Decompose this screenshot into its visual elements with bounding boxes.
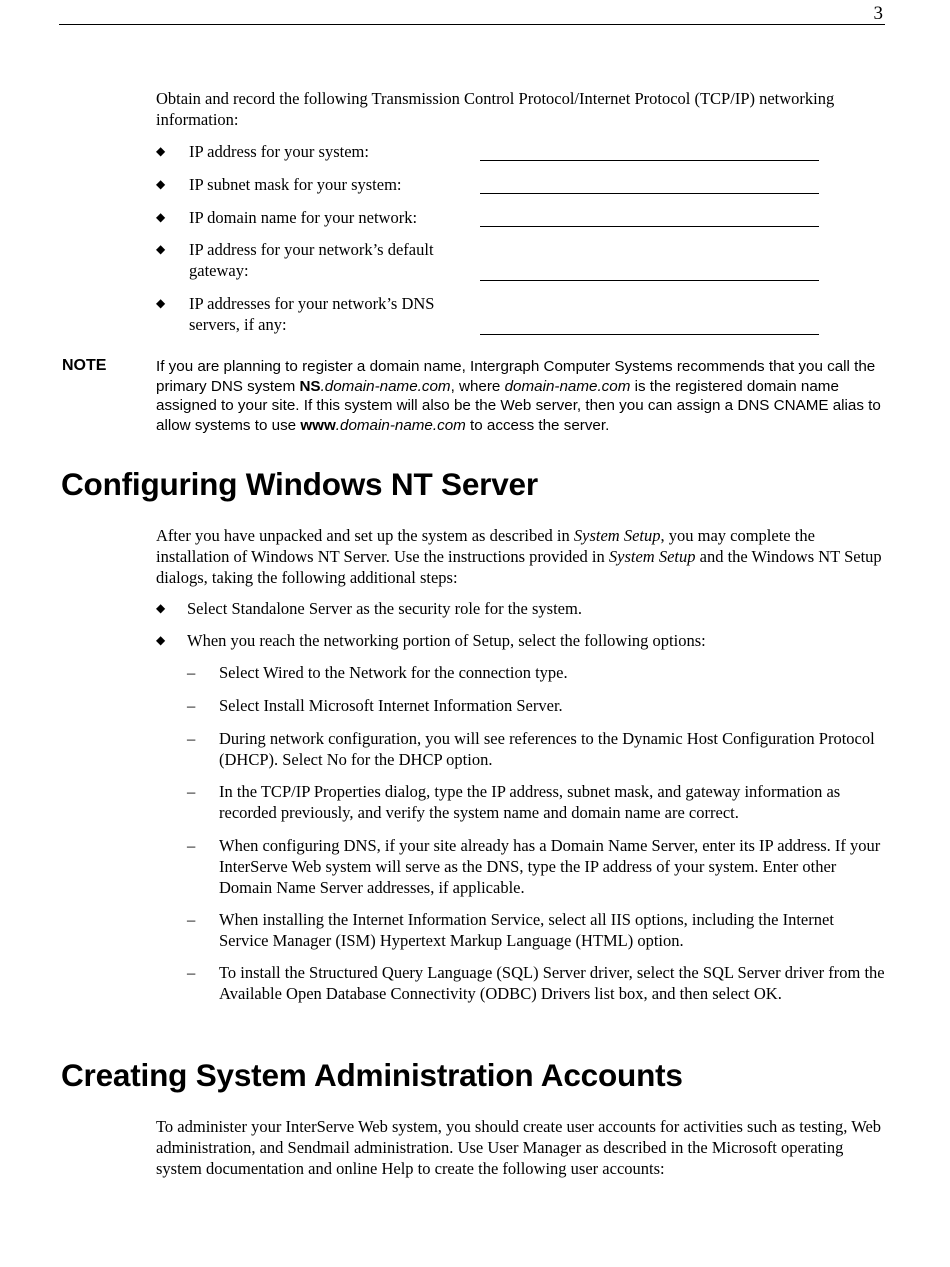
- dash-bullet-icon: –: [187, 910, 196, 929]
- diamond-bullet-icon: ◆: [156, 601, 166, 615]
- section-intro: After you have unpacked and set up the system as described in System Setup, you may complete the installation of Windows NT Server. Use the instructions provided in System Setup and the Windows NT Setup dialogs, taking the following additional steps:: [156, 526, 882, 587]
- fill-in-label: IP subnet mask for your system:: [189, 175, 402, 194]
- note-text: If you are planning to register a domain name, Intergraph Computer Systems recommends that you call the primary DNS system NS.domain-name.com, where domain-name.com is the registered domain name assigned to your site. If this system will also be the Web server, then you can assign a DNS CNAME alias to allow systems to use www.domain-name.com to access the server.: [156, 358, 881, 434]
- diamond-bullet-icon: ◆: [156, 633, 166, 647]
- section-heading: Creating System Administration Accounts: [61, 1057, 683, 1093]
- fill-in-label: IP address for your network’s default gateway:: [189, 240, 434, 280]
- fill-in-blank-line[interactable]: [480, 280, 819, 281]
- diamond-bullet-icon: ◆: [156, 144, 166, 158]
- dash-bullet-icon: –: [187, 663, 196, 682]
- document-page: 3 Obtain and record the following Transmission Control Protocol/Internet Protocol (TCP/IP) networking information: ◆ IP address for your system: ◆ IP subnet mask for your system: ◆ IP domain name for your network: ◆ IP address for your network’s default gateway: ◆ IP addresses for your network’s DNS servers, if any: NOTE If you are planning to register a domain name, Intergraph Computer Systems recommends that you call the primary DNS system NS.domain-name.com, where domain-name.com is the registered domain name assigned to your site. If this system will also be the Web server, then you can assign a DNS CNAME alias to allow systems to use www.domain-name.com to access the server. Configuring Windows NT Server After you have unpacked and set up the system as described in System Setup, you may complete the installation of Windows NT Server. Use the instructions provided in System Setup and the Windows NT Setup dialogs, taking the following additional steps: ◆ Select Standalone Server as the security role for the system. ◆ When you reach the networking portion of Setup, select the following options: – Select Wired to the Network for the connection type. – Select Install Microsoft Internet Information Server. – During network configuration, you will see references to the Dynamic Host Configuration Protocol (DHCP). Select No for the DHCP option. – In the TCP/IP Properties dialog, type the IP address, subnet mask, and gateway information as recorded previously, and verify the system name and domain name are correct. – When configuring DNS, if your site already has a Domain Name Server, enter its IP address. If your InterServe Web system will serve as the DNS, type the IP address of your system. Enter other Domain Name Server addresses, if applicable. – When installing the Internet Information Service, select all IIS options, including the Internet Service Manager (ISM) Hypertext Markup Language (HTML) option. – To install the Structured Query Language (SQL) Server driver, select the SQL Server driver from the Available Open Database Connectivity (ODBC) Drivers list box, and then select OK. Creating System Administration Accounts To administer your InterServe Web system, you should create user accounts for activities such as testing, Web administration, and Sendmail administration. Use User Manager as described in the Microsoft operating system documentation and online Help to create the following user accounts:: [61, 3, 885, 1178]
- diamond-bullet-icon: ◆: [156, 242, 166, 256]
- section-heading: Configuring Windows NT Server: [61, 466, 538, 502]
- dash-bullet-icon: –: [187, 782, 196, 801]
- dash-bullet-icon: –: [187, 696, 196, 715]
- section-intro: To administer your InterServe Web system, you should create user accounts for activities such as testing, Web administration, and Sendmail administration. Use User Manager as described in the Microsoft operating system documentation and online Help to create the following user accounts:: [156, 1117, 882, 1178]
- fill-in-blank-line[interactable]: [480, 226, 819, 227]
- dash-bullet-icon: –: [187, 963, 196, 982]
- fill-in-label: IP addresses for your network’s DNS servers, if any:: [189, 294, 435, 334]
- fill-in-blank-line[interactable]: [480, 193, 819, 194]
- note-label: NOTE: [62, 357, 107, 374]
- fill-in-blank-line[interactable]: [480, 334, 819, 335]
- fill-in-blank-line[interactable]: [480, 160, 819, 161]
- page-number: 3: [873, 3, 883, 24]
- fill-in-label: IP domain name for your network:: [189, 208, 418, 227]
- dash-bullet-icon: –: [187, 836, 196, 855]
- fill-in-label: IP address for your system:: [189, 142, 369, 161]
- diamond-bullet-icon: ◆: [156, 296, 166, 310]
- intro-paragraph: Obtain and record the following Transmission Control Protocol/Internet Protocol (TCP/IP) networking information:: [156, 89, 835, 129]
- dash-bullet-icon: –: [187, 729, 196, 748]
- header-rule: [59, 24, 885, 25]
- diamond-bullet-icon: ◆: [156, 210, 166, 224]
- diamond-bullet-icon: ◆: [156, 177, 166, 191]
